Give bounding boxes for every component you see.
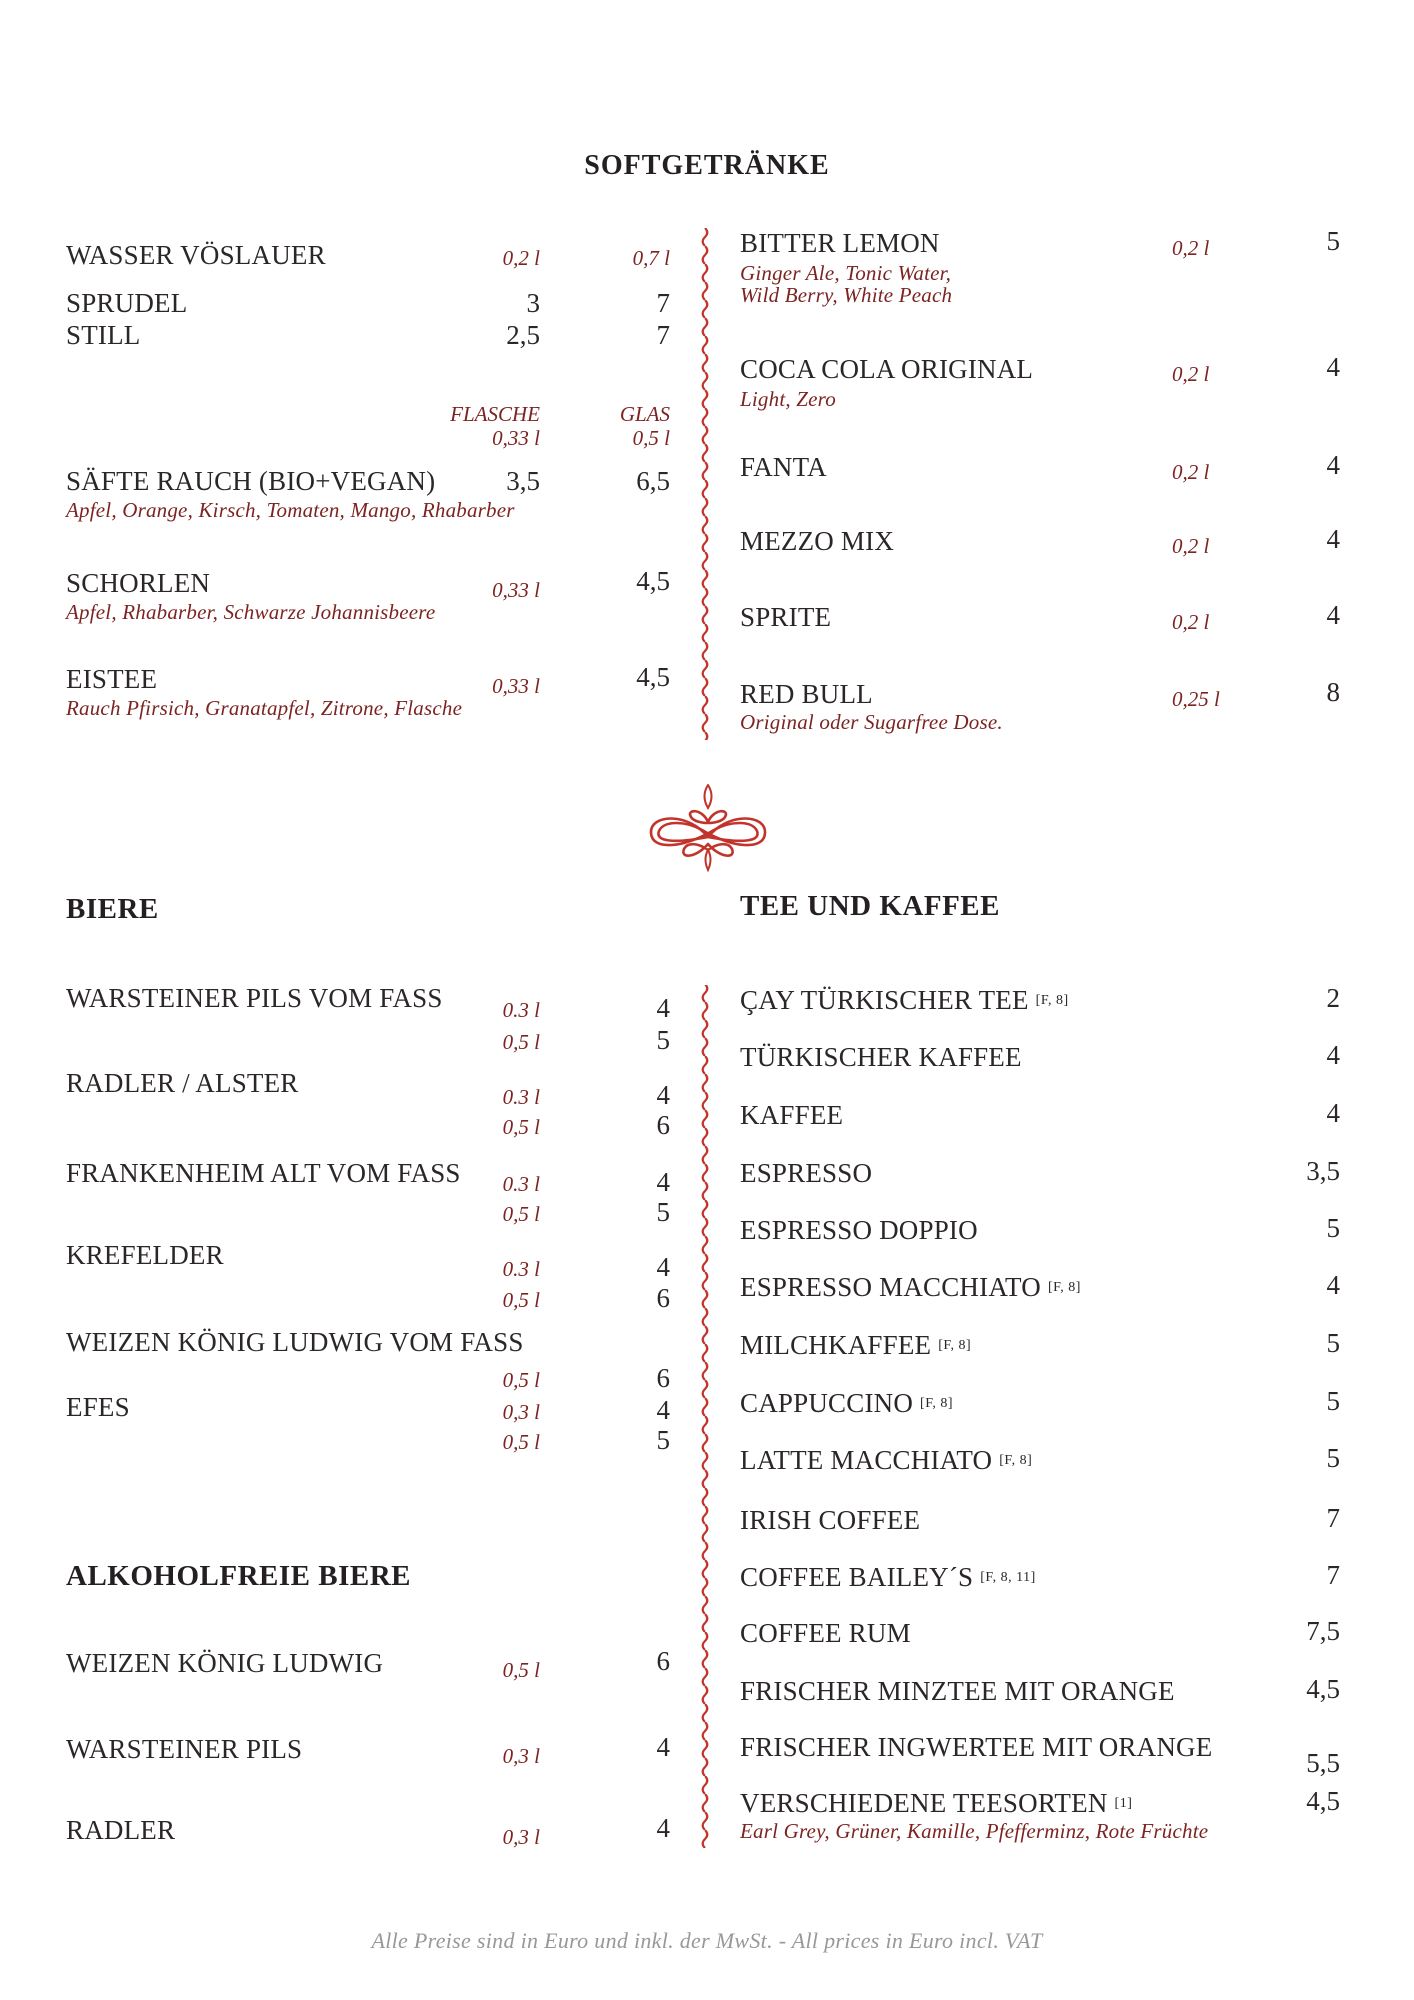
menu-row bbox=[66, 240, 670, 282]
item-subtitle: Wild Berry, White Peach bbox=[740, 283, 953, 307]
item-price: 4,5 bbox=[636, 566, 670, 596]
item-subtitle: Earl Grey, Grüner, Kamille, Pfefferminz, Rote Früchte bbox=[740, 1819, 1209, 1843]
menu-row bbox=[740, 1388, 1340, 1430]
item-price: 5 bbox=[1326, 1443, 1340, 1473]
item-name: RADLER bbox=[66, 1815, 176, 1845]
item-size: 0.3 l bbox=[502, 998, 540, 1022]
flourish-icon bbox=[638, 782, 778, 878]
item-subtitle: Light, Zero bbox=[740, 387, 836, 411]
item-name: ÇAY TÜRKISCHER TEE bbox=[740, 985, 1029, 1015]
menu-row bbox=[740, 1272, 1340, 1314]
item-name: WARSTEINER PILS bbox=[66, 1734, 303, 1764]
item-size: 0,7 l bbox=[632, 246, 670, 270]
item-size: 0,5 l bbox=[502, 1202, 540, 1226]
item-price: 4 bbox=[1326, 1270, 1340, 1300]
item-name: RED BULL bbox=[740, 679, 873, 709]
item-name: EISTEE bbox=[66, 664, 158, 694]
menu-row bbox=[740, 526, 1340, 568]
menu-row bbox=[66, 1734, 670, 1776]
item-name: FRISCHER INGWERTEE MIT ORANGE bbox=[740, 1732, 1213, 1762]
item-price: 4 bbox=[1326, 524, 1340, 554]
size-price-line bbox=[66, 1025, 670, 1072]
size-price-line bbox=[66, 1283, 670, 1330]
item-price: 4 bbox=[1326, 352, 1340, 382]
menu-row bbox=[740, 711, 1340, 753]
item-size: 0,25 l bbox=[1172, 687, 1220, 711]
item-name: IRISH COFFEE bbox=[740, 1505, 921, 1535]
item-size: 0,2 l bbox=[1172, 236, 1210, 260]
column-header-flasche-size: 0,33 l bbox=[492, 426, 540, 450]
item-name: SÄFTE RAUCH (BIO+VEGAN) bbox=[66, 466, 436, 496]
item-price: 6 bbox=[656, 1646, 670, 1676]
item-price: 5 bbox=[656, 1025, 670, 1055]
item-price: 4 bbox=[1326, 450, 1340, 480]
wavy-divider bbox=[699, 228, 711, 1852]
menu-row bbox=[740, 1820, 1340, 1862]
item-price: 3,5 bbox=[1306, 1156, 1340, 1186]
wavy-divider-bottom-segment bbox=[699, 985, 711, 1848]
item-price: 6 bbox=[656, 1363, 670, 1393]
item-name: WARSTEINER PILS VOM FASS bbox=[66, 983, 443, 1013]
item-price: 4 bbox=[1326, 1040, 1340, 1070]
item-price: 4,5 bbox=[1306, 1674, 1340, 1704]
item-name: KAFFEE bbox=[740, 1100, 844, 1130]
menu-row bbox=[66, 499, 670, 541]
menu-row bbox=[66, 1815, 670, 1857]
item-price: 4,5 bbox=[1306, 1786, 1340, 1816]
item-name: BITTER LEMON bbox=[740, 228, 940, 258]
item-name: FRANKENHEIM ALT VOM FASS bbox=[66, 1158, 461, 1188]
menu-row bbox=[740, 1158, 1340, 1200]
item-size: 0,3 l bbox=[502, 1400, 540, 1424]
item-size: 0,2 l bbox=[502, 246, 540, 270]
item-price: 4 bbox=[656, 1813, 670, 1843]
item-subtitle: Apfel, Rhabarber, Schwarze Johannisbeere bbox=[66, 600, 436, 624]
item-name: STILL bbox=[66, 320, 141, 350]
item-price: 5 bbox=[1326, 1386, 1340, 1416]
menu-row bbox=[66, 320, 670, 362]
item-price: 4 bbox=[656, 993, 670, 1023]
section-heading-alkoholfreie-biere: ALKOHOLFREIE BIERE bbox=[66, 1560, 411, 1592]
item-price: 5,5 bbox=[1306, 1748, 1340, 1778]
item-name: SPRUDEL bbox=[66, 288, 188, 318]
menu-row bbox=[740, 388, 1340, 430]
menu-row bbox=[740, 1676, 1340, 1718]
menu-row bbox=[740, 1445, 1340, 1487]
item-size: 0,5 l bbox=[502, 1430, 540, 1454]
menu-row bbox=[740, 1042, 1340, 1084]
menu-row bbox=[740, 985, 1340, 1027]
item-size: 0,5 l bbox=[502, 1368, 540, 1392]
item-subtitle: Rauch Pfirsich, Granatapfel, Zitrone, Flasche bbox=[66, 696, 463, 720]
item-size: 0,5 l bbox=[502, 1288, 540, 1312]
allergen-tag: [F, 8] bbox=[999, 1453, 1033, 1468]
menu-row bbox=[740, 1618, 1340, 1660]
item-subtitle: Apfel, Orange, Kirsch, Tomaten, Mango, Rhabarber bbox=[66, 498, 515, 522]
item-size: 0.3 l bbox=[502, 1085, 540, 1109]
item-price: 2,5 bbox=[506, 320, 540, 350]
item-name: COFFEE BAILEY´S bbox=[740, 1562, 974, 1592]
wavy-divider-top-segment bbox=[699, 228, 711, 740]
allergen-tag: [F, 8, 11] bbox=[980, 1570, 1036, 1585]
item-name: WEIZEN KÖNIG LUDWIG bbox=[66, 1648, 384, 1678]
item-price: 5 bbox=[1326, 1328, 1340, 1358]
item-price: 4,5 bbox=[636, 662, 670, 692]
item-size: 0,5 l bbox=[502, 1115, 540, 1139]
item-name: EFES bbox=[66, 1392, 130, 1422]
item-name: FANTA bbox=[740, 452, 827, 482]
menu-row bbox=[740, 1562, 1340, 1604]
item-price: 7 bbox=[1326, 1560, 1340, 1590]
item-price: 8 bbox=[1326, 677, 1340, 707]
item-name: WASSER VÖSLAUER bbox=[66, 240, 326, 270]
footer-note: Alle Preise sind in Euro und inkl. der MwSt. - All prices in Euro incl. VAT bbox=[371, 1928, 1043, 1953]
item-size: 0,2 l bbox=[1172, 534, 1210, 558]
column-header-flasche: FLASCHE bbox=[450, 402, 540, 426]
item-price: 6 bbox=[656, 1283, 670, 1313]
size-price-line bbox=[66, 1425, 670, 1472]
item-price: 6,5 bbox=[636, 466, 670, 496]
item-price: 4 bbox=[656, 1252, 670, 1282]
column-header-row bbox=[66, 426, 670, 468]
item-size: 0,2 l bbox=[1172, 610, 1210, 634]
size-price-line bbox=[66, 1197, 670, 1244]
menu-row bbox=[66, 1648, 670, 1690]
item-name: MEZZO MIX bbox=[740, 526, 895, 556]
item-name: TÜRKISCHER KAFFEE bbox=[740, 1042, 1022, 1072]
item-name: ESPRESSO DOPPIO bbox=[740, 1215, 978, 1245]
allergen-tag: [1] bbox=[1114, 1796, 1133, 1811]
item-price: 3 bbox=[526, 288, 540, 318]
item-subtitle: Ginger Ale, Tonic Water, bbox=[740, 261, 952, 285]
item-name: KREFELDER bbox=[66, 1240, 224, 1270]
item-size: 0,5 l bbox=[502, 1658, 540, 1682]
section-heading-tee-und-kaffee: TEE UND KAFFEE bbox=[740, 890, 1000, 922]
menu-row bbox=[66, 697, 670, 739]
item-size: 0,2 l bbox=[1172, 460, 1210, 484]
item-price: 4 bbox=[656, 1732, 670, 1762]
item-size: 0,3 l bbox=[502, 1744, 540, 1768]
menu-row bbox=[66, 601, 670, 643]
menu-row bbox=[740, 1215, 1340, 1257]
allergen-tag: [F, 8] bbox=[920, 1396, 954, 1411]
item-size: 0.3 l bbox=[502, 1172, 540, 1196]
menu-row bbox=[66, 1327, 670, 1369]
item-size: 0,3 l bbox=[502, 1825, 540, 1849]
page-title: SOFTGETRÄNKE bbox=[584, 150, 830, 181]
item-name: ESPRESSO bbox=[740, 1158, 873, 1188]
item-name: LATTE MACCHIATO bbox=[740, 1445, 993, 1475]
item-price: 5 bbox=[656, 1197, 670, 1227]
item-price: 4 bbox=[656, 1167, 670, 1197]
item-price: 7,5 bbox=[1306, 1616, 1340, 1646]
menu-row bbox=[740, 1505, 1340, 1547]
item-price: 4 bbox=[656, 1395, 670, 1425]
item-price: 3,5 bbox=[506, 466, 540, 496]
item-price: 7 bbox=[1326, 1503, 1340, 1533]
item-name: ESPRESSO MACCHIATO bbox=[740, 1272, 1041, 1302]
item-name: MILCHKAFFEE bbox=[740, 1330, 932, 1360]
item-name: COCA COLA ORIGINAL bbox=[740, 354, 1034, 384]
item-price: 5 bbox=[1326, 1213, 1340, 1243]
menu-row bbox=[740, 1330, 1340, 1372]
section-heading-biere: BIERE bbox=[66, 893, 159, 925]
size-price-line bbox=[66, 1110, 670, 1157]
item-size: 0,33 l bbox=[492, 578, 540, 602]
item-price: 7 bbox=[656, 320, 670, 350]
menu-row bbox=[740, 1100, 1340, 1142]
item-price: 2 bbox=[1326, 983, 1340, 1013]
item-name: FRISCHER MINZTEE MIT ORANGE bbox=[740, 1676, 1175, 1706]
item-name: VERSCHIEDENE TEESORTEN bbox=[740, 1788, 1108, 1818]
item-name: WEIZEN KÖNIG LUDWIG VOM FASS bbox=[66, 1327, 524, 1357]
item-price: 4 bbox=[656, 1080, 670, 1110]
item-name: SPRITE bbox=[740, 602, 832, 632]
allergen-tag: [F, 8] bbox=[938, 1338, 972, 1353]
item-name: COFFEE RUM bbox=[740, 1618, 911, 1648]
item-price: 5 bbox=[656, 1425, 670, 1455]
item-name: CAPPUCCINO bbox=[740, 1388, 914, 1418]
item-size: 0,33 l bbox=[492, 674, 540, 698]
item-price: 5 bbox=[1326, 226, 1340, 256]
item-size: 0,5 l bbox=[502, 1030, 540, 1054]
item-size: 0.3 l bbox=[502, 1257, 540, 1281]
item-size: 0,2 l bbox=[1172, 362, 1210, 386]
allergen-tag: [F, 8] bbox=[1047, 1280, 1081, 1295]
menu-row bbox=[740, 1732, 1340, 1778]
item-subtitle: Original oder Sugarfree Dose. bbox=[740, 710, 1003, 734]
item-name: RADLER / ALSTER bbox=[66, 1068, 299, 1098]
item-name: SCHORLEN bbox=[66, 568, 211, 598]
item-price: 6 bbox=[656, 1110, 670, 1140]
menu-row bbox=[740, 602, 1340, 644]
item-price: 7 bbox=[656, 288, 670, 318]
item-price: 4 bbox=[1326, 1098, 1340, 1128]
column-header-glas: GLAS bbox=[619, 402, 670, 426]
item-price: 4 bbox=[1326, 600, 1340, 630]
menu-row bbox=[740, 284, 1340, 326]
menu-row bbox=[740, 452, 1340, 494]
allergen-tag: [F, 8] bbox=[1035, 993, 1069, 1008]
column-header-glas-size: 0,5 l bbox=[632, 426, 670, 450]
